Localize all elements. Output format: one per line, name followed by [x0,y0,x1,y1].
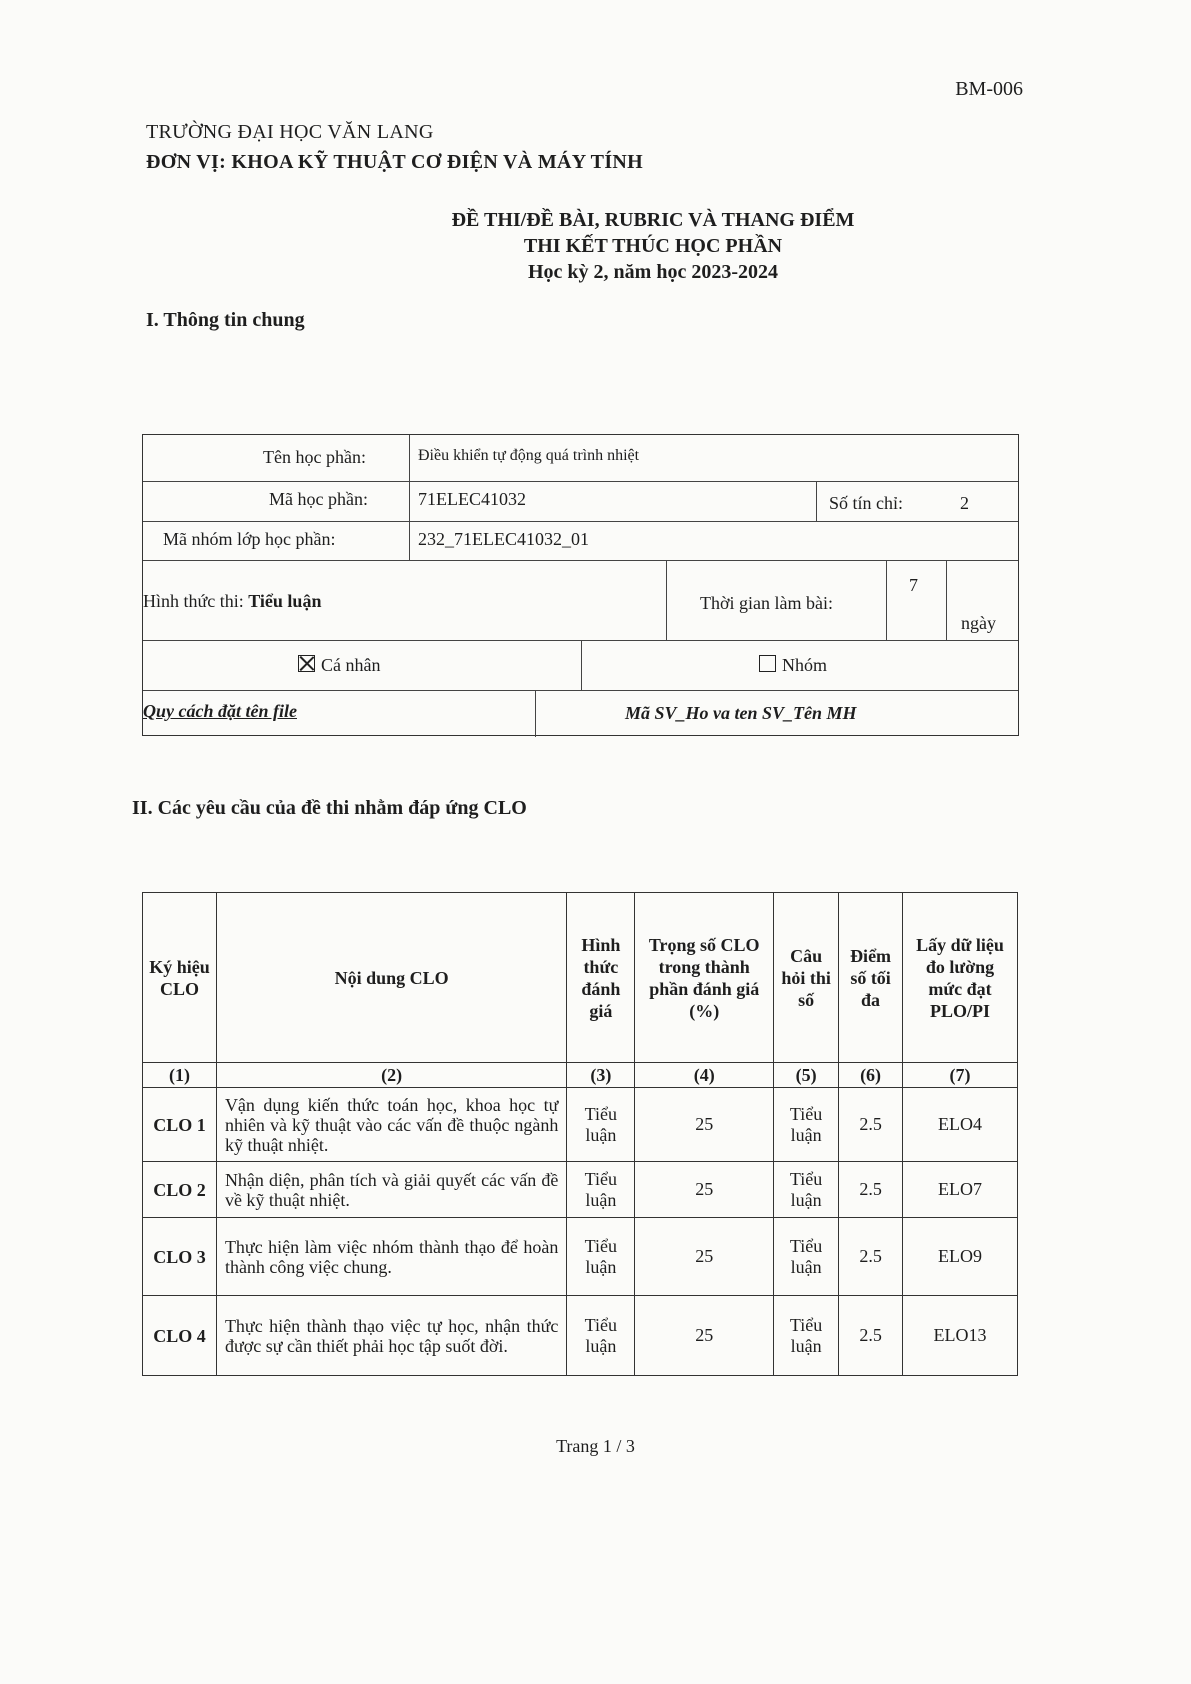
clo-weight: 25 [635,1162,774,1218]
clo-content: Vận dụng kiến thức toán học, khoa học tự nhiên và kỹ thuật vào các vấn đề thuộc ngành kỹ thuật nhiệt. [216,1088,566,1162]
individual-label: Cá nhân [321,655,381,675]
title-line-2: THI KẾT THÚC HỌC PHẦN [523,235,783,257]
column-number: (1) [143,1063,217,1088]
clo-code: CLO 4 [143,1296,217,1376]
clo-code: CLO 2 [143,1162,217,1218]
assessment-form: Tiểu luận [567,1296,635,1376]
individual-checkbox[interactable] [298,655,315,672]
course-name-label: Tên học phần: [263,447,366,467]
question-number: Tiểu luận [774,1218,839,1296]
max-score: 2.5 [839,1296,903,1376]
column-number: (3) [567,1063,635,1088]
header-cell: Nội dung CLO [216,893,566,1063]
table-row [143,1162,1018,1218]
time-value: 7 [909,575,918,595]
plo-measure: ELO13 [903,1296,1018,1376]
school-name: TRƯỜNG ĐẠI HỌC VĂN LANG [146,121,434,143]
unit-name: ĐƠN VỊ: KHOA KỸ THUẬT CƠ ĐIỆN VÀ MÁY TÍNH [146,151,643,173]
question-number: Tiểu luận [774,1296,839,1376]
course-code-label: Mã học phần: [269,489,368,509]
title-line-3: Học kỳ 2, năm học 2023-2024 [528,261,778,283]
exam-form-label: Hình thức thi: [143,591,244,611]
document-titles [0,207,1191,285]
column-number-row [143,1063,1018,1088]
clo-weight: 25 [635,1088,774,1162]
title-line-1: ĐỀ THI/ĐỀ BÀI, RUBRIC VÀ THANG ĐIỂM [451,209,855,231]
header-cell: Ký hiệu CLO [143,893,217,1063]
clo-content: Thực hiện thành thạo việc tự học, nhận thức được sự cần thiết phải học tập suốt đời. [216,1296,566,1376]
max-score: 2.5 [839,1088,903,1162]
option-group[interactable] [759,655,827,676]
group-code-label: Mã nhóm lớp học phần: [163,529,336,549]
clo-weight: 25 [635,1218,774,1296]
clo-weight: 25 [635,1296,774,1376]
section-2-title: II. Các yêu cầu của đề thi nhằm đáp ứng CLO [132,797,527,819]
exam-form-value: Tiểu luận [248,591,322,611]
time-unit: ngày [961,613,996,633]
course-name-value: Điều khiển tự động quá trình nhiệt [418,447,640,464]
clo-content: Nhận diện, phân tích và giải quyết các vấn đề về kỹ thuật nhiệt. [216,1162,566,1218]
plo-measure: ELO7 [903,1162,1018,1218]
file-naming-value: Mã SV_Ho va ten SV_Tên MH [625,703,857,723]
clo-table-header [143,893,1018,1063]
page-number: Trang 1 / 3 [556,1436,635,1456]
clo-content: Thực hiện làm việc nhóm thành thạo để hoàn thành công việc chung. [216,1218,566,1296]
group-code-value: 232_71ELEC41032_01 [418,529,589,549]
time-label: Thời gian làm bài: [700,593,833,613]
course-code-value: 71ELEC41032 [418,489,526,509]
assessment-form: Tiểu luận [567,1088,635,1162]
credits-label: Số tín chỉ: [829,493,904,513]
column-number: (7) [903,1063,1018,1088]
column-number: (2) [216,1063,566,1088]
section-1-title: I. Thông tin chung [146,309,305,331]
credits-value: 2 [960,493,969,513]
general-info-box [142,434,1019,736]
clo-code: CLO 3 [143,1218,217,1296]
option-individual[interactable] [298,655,380,676]
column-number: (6) [839,1063,903,1088]
form-code: BM-006 [955,78,1023,100]
group-label: Nhóm [782,655,827,675]
plo-measure: ELO9 [903,1218,1018,1296]
group-checkbox[interactable] [759,655,776,672]
header-cell: Trọng số CLO trong thành phần đánh giá (%) [635,893,774,1063]
header-cell: Lấy dữ liệu đo lường mức đạt PLO/PI [903,893,1018,1063]
assessment-form: Tiểu luận [567,1162,635,1218]
max-score: 2.5 [839,1218,903,1296]
header-cell: Câu hỏi thi số [774,893,839,1063]
column-number: (5) [774,1063,839,1088]
clo-table [142,892,1018,1376]
assessment-form: Tiểu luận [567,1218,635,1296]
exam-form [143,591,321,612]
column-number: (4) [635,1063,774,1088]
table-row [143,1218,1018,1296]
clo-code: CLO 1 [143,1088,217,1162]
table-row [143,1296,1018,1376]
max-score: 2.5 [839,1162,903,1218]
file-naming-label: Quy cách đặt tên file [143,701,297,721]
question-number: Tiểu luận [774,1088,839,1162]
plo-measure: ELO4 [903,1088,1018,1162]
question-number: Tiểu luận [774,1162,839,1218]
table-row [143,1088,1018,1162]
header-cell: Điểm số tối đa [839,893,903,1063]
header-cell: Hình thức đánh giá [567,893,635,1063]
